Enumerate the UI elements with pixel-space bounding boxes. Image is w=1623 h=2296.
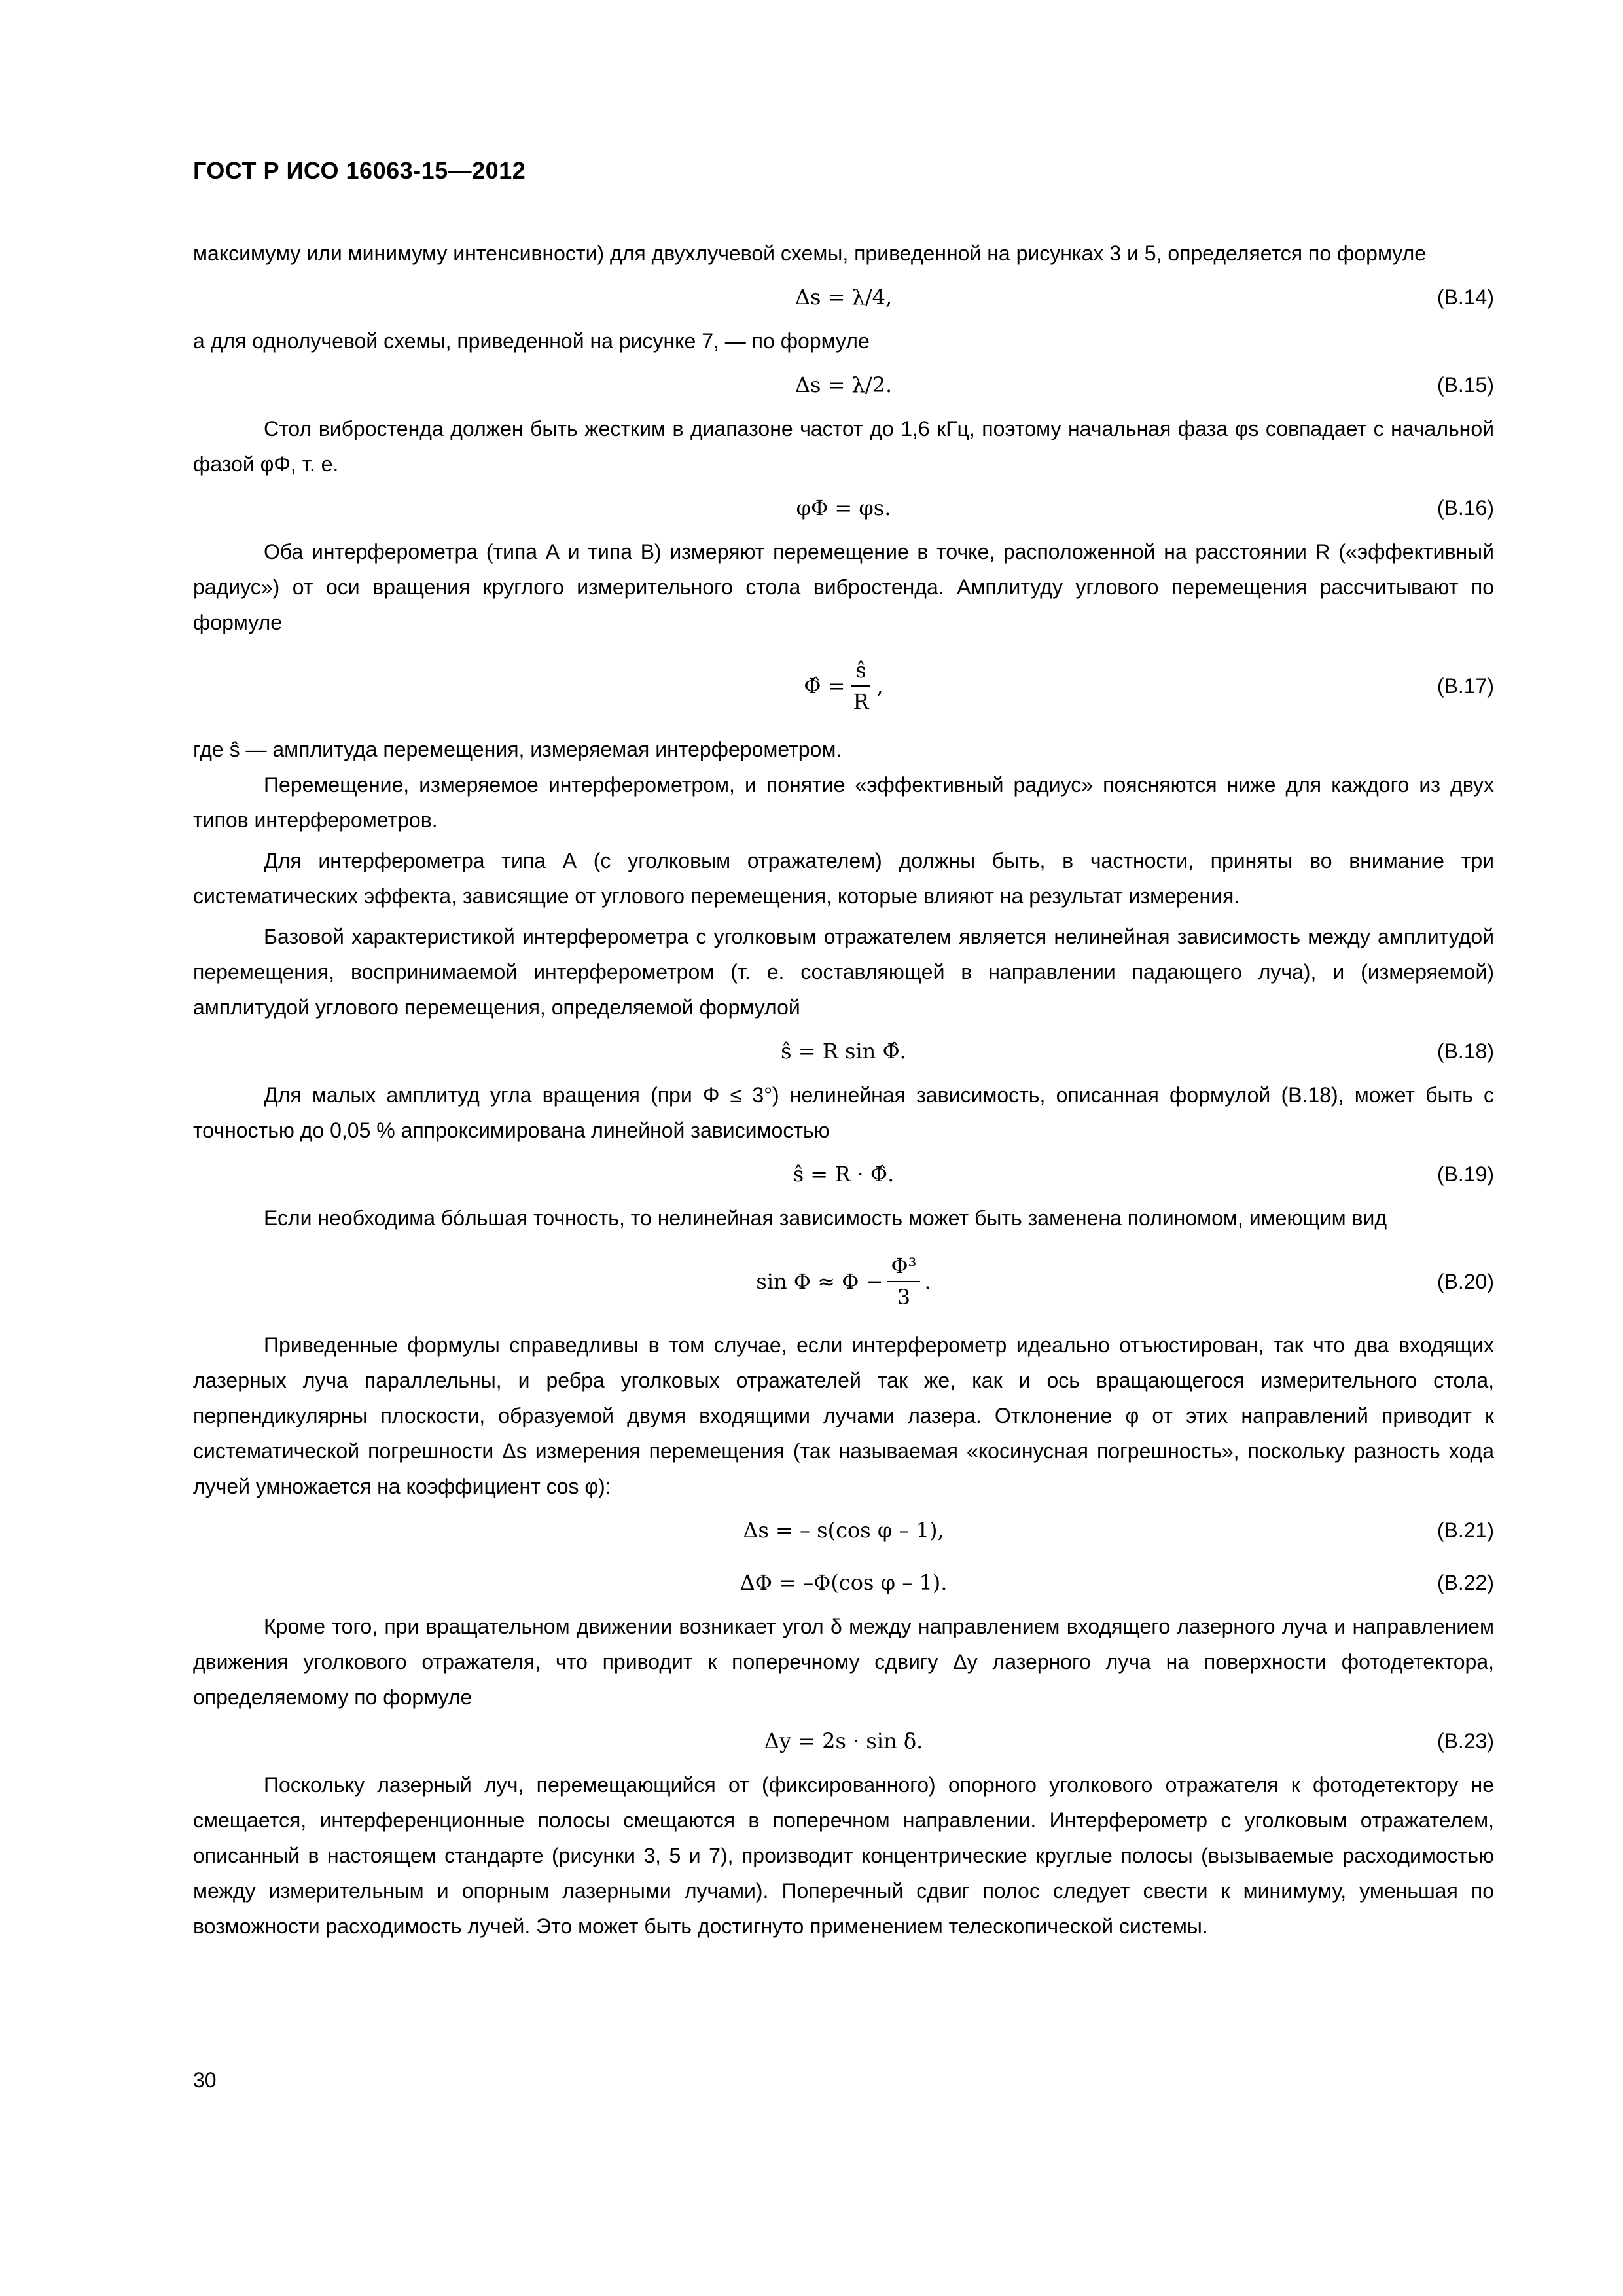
formula-lhs: sin Φ ≈ Φ − xyxy=(756,1269,883,1294)
formula-expression: Δy = 2s · sin δ. xyxy=(764,1729,923,1753)
fraction-denominator: R xyxy=(853,689,869,714)
formula-b20 xyxy=(193,1236,1494,1327)
paragraph: Если необходима бóльшая точность, то нелинейная зависимость может быть заменена полиномом, имеющим вид xyxy=(264,1206,1387,1230)
fraction-numerator: ŝ xyxy=(851,658,870,687)
formula-fraction xyxy=(849,658,872,714)
paragraph: Поскольку лазерный луч, перемещающийся от (фиксированного) опорного уголкового отражателя к фотодетектору не смещается, интерференционные полосы смещаются в поперечном направлении. Интерферометр с уголковым отражателем, описанный в настоящем стандарте (рисунки 3, 5 и 7), производит концентрические круглые полосы (вызываемые расходимостью между измерительным и опорным лазерными лучами). Поперечный сдвиг полос следует свести к минимуму, уменьшая по возможности расходимость лучей. Это может быть достигнуто применением телескопической системы. xyxy=(193,1773,1494,1938)
formula-b21 xyxy=(193,1504,1494,1556)
paragraph: Для интерферометра типа А (с уголковым отражателем) должны быть, в частности, приняты во внимание три систематических эффекта, зависящие от углового перемещения, которые влияют на результат измерения. xyxy=(193,849,1494,908)
paragraph: Оба интерферометра (типа А и типа В) измеряют перемещение в точке, расположенной на расстоянии R («эффективный радиус») от оси вращения круглого измерительного стола вибростенда. Амплитуду углового перемещения рассчитывают по формуле xyxy=(193,540,1494,634)
formula-number: (B.23) xyxy=(1436,1729,1494,1753)
formula-tail: . xyxy=(924,1269,931,1294)
fraction-numerator: Φ³ xyxy=(887,1253,920,1282)
paragraph: а для однолучевой схемы, приведенной на рисунке 7, — по формуле xyxy=(193,329,870,353)
paragraph: Перемещение, измеряемое интерферометром, и понятие «эффективный радиус» поясняются ниже для каждого из двух типов интерферометров. xyxy=(193,773,1494,832)
formula-expression: Δs = λ/2. xyxy=(794,372,893,397)
formula-b18 xyxy=(193,1025,1494,1077)
formula-number: (B.22) xyxy=(1436,1570,1494,1594)
page-number: 30 xyxy=(193,2068,217,2092)
paragraph: максимуму или минимуму интенсивности) для двухлучевой схемы, приведенной на рисунках 3 и 5, определяется по формуле xyxy=(193,242,1427,265)
formula-expression: ΔΦ = –Φ(cos φ – 1). xyxy=(740,1570,948,1595)
formula-b17 xyxy=(193,640,1494,732)
document-page xyxy=(193,157,1494,1944)
formula-fraction xyxy=(887,1253,920,1310)
formula-expression: ŝ = R sin Φ̂. xyxy=(781,1039,906,1064)
paragraph: Стол вибростенда должен быть жестким в диапазоне частот до 1,6 кГц, поэтому начальная фаза φs совпадает с начальной фазой φΦ, т. е. xyxy=(193,417,1494,476)
formula-number: (B.18) xyxy=(1436,1039,1494,1063)
document-header: ГОСТ Р ИСО 16063-15—2012 xyxy=(193,157,526,184)
paragraph: Для малых амплитуд угла вращения (при Φ ≤ 3°) нелинейная зависимость, описанная формулой (B.18), может быть с точностью до 0,05 % аппроксимирована линейной зависимостью xyxy=(193,1083,1494,1142)
formula-expression: Δs = λ/4, xyxy=(794,285,893,310)
formula-b22 xyxy=(193,1556,1494,1609)
paragraph: где ŝ — амплитуда перемещения, измеряемая интерферометром. xyxy=(193,738,842,761)
formula-number: (B.15) xyxy=(1436,372,1494,397)
formula-expression xyxy=(193,1236,1494,1327)
formula-number: (B.20) xyxy=(1436,1269,1494,1293)
formula-b23 xyxy=(193,1715,1494,1767)
formula-expression: φΦ = φs. xyxy=(796,495,891,520)
formula-number: (B.14) xyxy=(1436,285,1494,309)
formula-number: (B.17) xyxy=(1436,673,1494,698)
formula-expression: Δs = – s(cos φ – 1), xyxy=(743,1518,944,1543)
formula-b14 xyxy=(193,271,1494,323)
formula-number: (B.19) xyxy=(1436,1162,1494,1186)
paragraph: Приведенные формулы справедливы в том случае, если интерферометр идеально отъюстирован, так что два входящих лазерных луча параллельны, и ребра уголковых отражателей так же, как и ось вращающегося измерительного стола, перпендикулярны плоскости, образуемой двумя входящими лучами лазера. Отклонение φ от этих направлений приводит к систематической погрешности Δs измерения перемещения (так называемая «косинусная погрешность», поскольку разность хода лучей умножается на коэффициент cos φ): xyxy=(193,1333,1494,1498)
paragraph: Кроме того, при вращательном движении возникает угол δ между направлением входящего лазерного луча и направлением движения уголкового отражателя, что приводит к поперечному сдвигу Δy лазерного луча на поверхности фотодетектора, определяемому по формуле xyxy=(193,1615,1494,1709)
formula-b16 xyxy=(193,482,1494,534)
formula-expression xyxy=(193,640,1494,732)
formula-tail: , xyxy=(876,673,883,698)
paragraph: Базовой характеристикой интерферометра с уголковым отражателем является нелинейная зависимость между амплитудой перемещения, воспринимаемой интерферометром (т. е. составляющей в направлении падающего луча), и (измеряемой) амплитудой углового перемещения, определяемой формулой xyxy=(193,925,1494,1019)
formula-b15 xyxy=(193,359,1494,411)
formula-lhs: Φ̂ = xyxy=(804,673,846,698)
formula-b19 xyxy=(193,1148,1494,1200)
formula-number: (B.21) xyxy=(1436,1518,1494,1542)
formula-number: (B.16) xyxy=(1436,495,1494,520)
formula-expression: ŝ = R · Φ̂. xyxy=(793,1162,895,1187)
fraction-denominator: 3 xyxy=(897,1285,911,1310)
